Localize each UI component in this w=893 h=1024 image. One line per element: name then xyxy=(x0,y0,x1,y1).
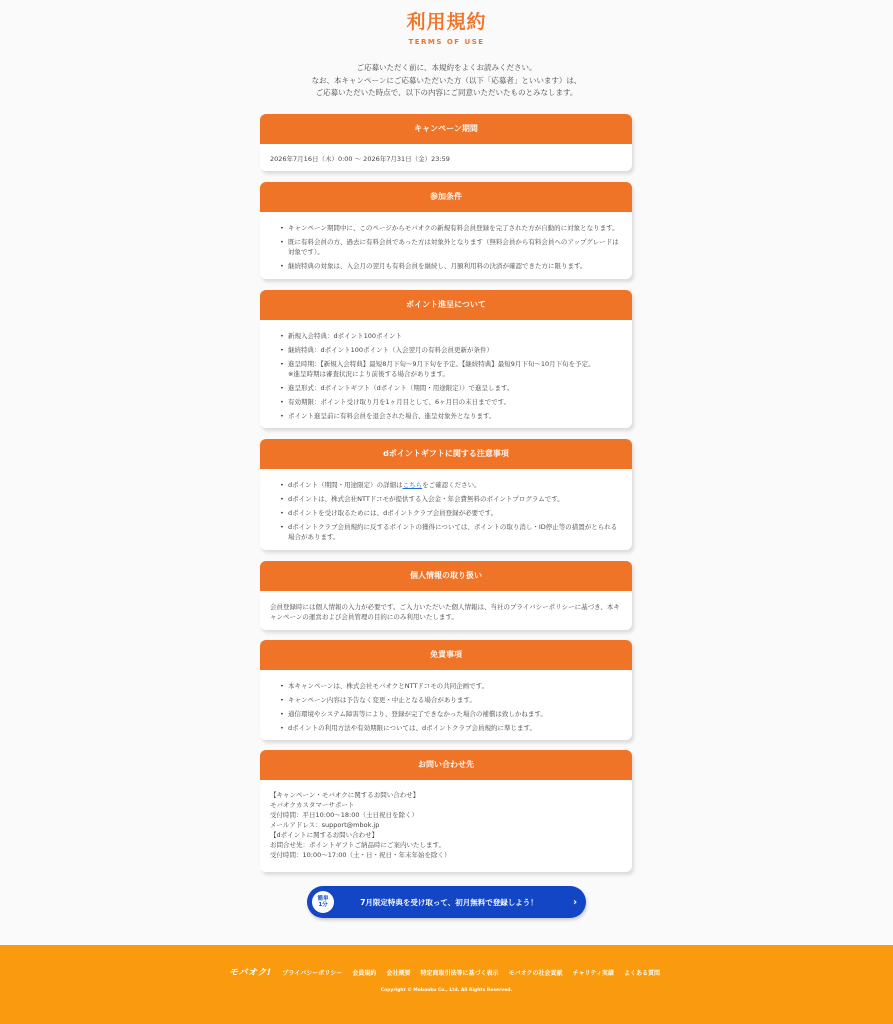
list-item: • 新規入会特典：dポイント100ポイント xyxy=(280,331,620,341)
list-item: • dポイントの利用方法や有効期限については、dポイントクラブ会員規約に準じます。 xyxy=(280,723,620,733)
footer-link-company[interactable]: 会社概要 xyxy=(386,970,411,977)
one-minute-badge xyxy=(312,891,334,913)
section-points xyxy=(260,290,632,428)
list-item-text: をご確認ください。 xyxy=(422,481,481,489)
list-item: • dポイントを受け取るためには、dポイントクラブ会員登録が必要です。 xyxy=(280,508,620,518)
footer-logo[interactable]: モバオク! xyxy=(229,968,272,978)
intro-line: ご応募いただく前に、本規約をよくお読みください。 xyxy=(356,63,537,72)
section-privacy xyxy=(260,561,632,630)
badge-line: 簡単 xyxy=(317,895,329,902)
footer-link-faq[interactable]: よくある質問 xyxy=(623,970,660,977)
badge-line: 1分 xyxy=(318,902,328,908)
list-item xyxy=(280,359,620,379)
contact-line: 受付時間：平日10:00～18:00（土日祝日を除く） xyxy=(270,811,418,819)
intro-line: ご応募いただいた時点で、以下の内容にご同意いただいたものとみなします。 xyxy=(315,88,578,97)
intro-text xyxy=(0,62,893,100)
section-disclaimer xyxy=(260,640,632,740)
cta-label: 7月限定特典を受け取って、初月無料で登録しよう！ xyxy=(360,897,538,907)
page-title: 利用規約 xyxy=(406,11,487,33)
period-text: 2026年7月16日（木）0:00 ～ 2026年7月31日（金）23:59 xyxy=(270,155,450,163)
note-text: ※進呈時期は審査状況により前後する場合があります。 xyxy=(288,370,449,378)
list-item: • キャンペーン内容は予告なく変更・中止となる場合があります。 xyxy=(280,695,620,705)
section-contact xyxy=(260,750,632,872)
list-item: • 継続特典の対象は、入会月の翌月も有料会員を継続し、月額利用料の決済が確認できた方に限ります。 xyxy=(280,261,620,271)
list-item: • 通信環境やシステム障害等により、登録が完了できなかった場合の補償は致しかねます。 xyxy=(280,709,620,719)
list-item-text: 進呈時期：【新規入会特典】最短8月下旬～9月下旬を予定。【継続特典】最短9月下旬～10月下旬を予定。 xyxy=(288,360,595,368)
section-title: ポイント進呈について xyxy=(260,290,632,320)
section-title: 免責事項 xyxy=(260,640,632,670)
register-cta-button[interactable] xyxy=(307,886,586,918)
contact-line: 【dポイントに関するお問い合わせ】 xyxy=(270,831,379,839)
privacy-text: 会員登録時には個人情報の入力が必要です。ご入力いただいた個人情報は、当社のプライバシーポリシーに基づき、本キャンペーンの運営および会員管理の目的にのみ利用いたします。 xyxy=(270,603,620,621)
section-title: dポイントギフトに関する注意事項 xyxy=(260,439,632,469)
footer-link-privacy[interactable]: プライバシーポリシー xyxy=(282,970,343,977)
section-title: キャンペーン期間 xyxy=(260,114,632,144)
list-item: • dポイントは、株式会社NTTドコモが提供する入会金・年会費無料のポイントプログラムです。 xyxy=(280,494,620,504)
list-item: • 本キャンペーンは、株式会社モバオクとNTTドコモの共同企画です。 xyxy=(280,681,620,691)
list-item: • 進呈形式：dポイントギフト（dポイント（期間・用途限定））で進呈します。 xyxy=(280,383,620,393)
contact-line: 受付時間：10:00～17:00（土・日・祝日・年末年始を除く） xyxy=(270,851,451,859)
footer xyxy=(0,945,893,1024)
list-item: • キャンペーン期間中に、このページからモバオクの新規有料会員登録を完了された方が自動的に対象となります。 xyxy=(280,223,620,233)
page-header xyxy=(0,0,893,100)
footer-link-law[interactable]: 特定商取引法等に基づく表示 xyxy=(420,970,499,977)
copyright: Copyright © Mobaoku Co., Ltd. All Rights Reserved. xyxy=(380,988,513,993)
dpoint-detail-link[interactable]: こちら xyxy=(402,481,423,489)
footer-link-terms[interactable]: 会員規約 xyxy=(352,970,377,977)
page-subtitle: TERMS OF USE xyxy=(408,38,485,46)
list-item: • ポイント進呈前に有料会員を退会された場合、進呈対象外となります。 xyxy=(280,411,620,421)
list-item: • 既に有料会員の方、過去に有料会員であった方は対象外となります（無料会員から有料会員へのアップグレードは対象です）。 xyxy=(280,237,620,257)
list-item: • 継続特典：dポイント100ポイント（入会翌月の有料会員更新が条件） xyxy=(280,345,620,355)
section-title: お問い合わせ先 xyxy=(260,750,632,780)
list-item: • dポイントクラブ会員規約に反するポイントの獲得については、ポイントの取り消し・ID停止等の措置がとられる場合があります。 xyxy=(280,522,620,542)
contact-line: モバオクカスタマーサポート xyxy=(270,801,355,809)
section-conditions xyxy=(260,182,632,279)
chevron-right-icon: › xyxy=(572,896,578,908)
footer-link-social[interactable]: モバオクの社会貢献 xyxy=(508,970,563,977)
list-item: • 有効期限：ポイント受け取り月を1ヶ月目として、6ヶ月目の末日までです。 xyxy=(280,397,620,407)
contact-email: メールアドレス：support@mbok.jp xyxy=(270,821,380,829)
section-period xyxy=(260,114,632,171)
contact-line: お問合せ先：ポイントギフトご納品時にご案内いたします。 xyxy=(270,841,445,849)
list-item xyxy=(280,480,620,490)
section-title: 参加条件 xyxy=(260,182,632,212)
section-dgift xyxy=(260,439,632,550)
section-title: 個人情報の取り扱い xyxy=(260,561,632,591)
contact-line: 【キャンペーン・モバオクに関するお問い合わせ】 xyxy=(270,791,420,799)
list-item-text: dポイント（期間・用途限定）の詳細は xyxy=(288,481,403,489)
footer-link-charity[interactable]: チャリティ実績 xyxy=(572,970,614,977)
intro-line: なお、本キャンペーンにご応募いただいた方（以下「応募者」といいます）は、 xyxy=(311,75,582,85)
footer-nav xyxy=(0,965,893,978)
